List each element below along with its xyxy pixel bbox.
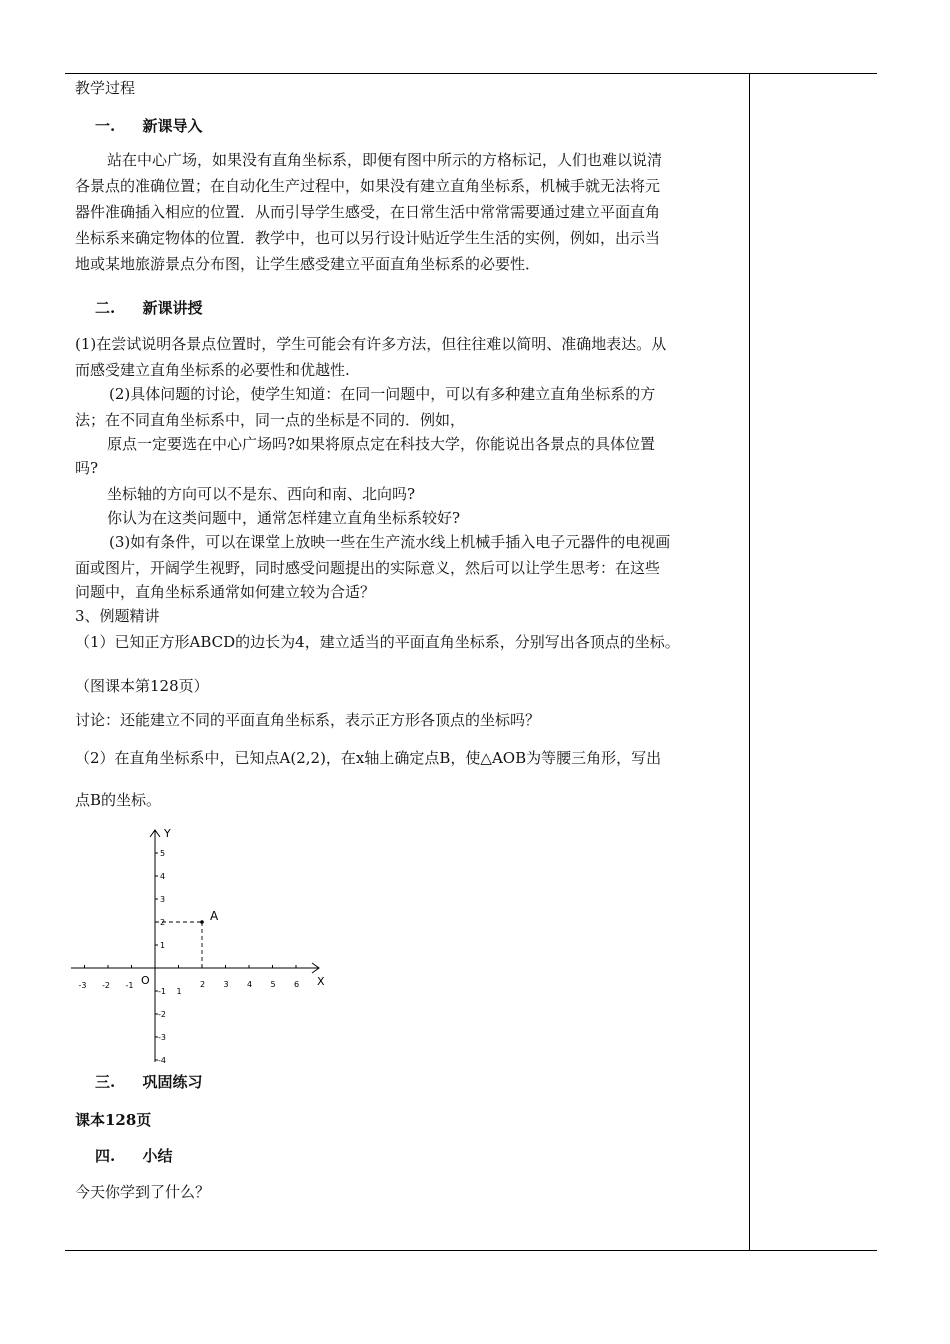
header-label: 教学过程 <box>75 79 136 97</box>
top-border <box>65 73 877 74</box>
intro-line-1: 站在中心广场，如果没有直角坐标系，即便有图中所示的方格标记，人们也难以说清 <box>107 151 663 169</box>
lesson-line-8: 你认为在这类问题中，通常怎样建立直角坐标系较好? <box>107 509 461 527</box>
lesson-line-1: (1)在尝试说明各景点位置时，学生可能会有许多方法，但往往难以简明、准确地表达。从 <box>75 335 667 353</box>
section-2-heading <box>95 298 202 318</box>
lesson-line-11: 问题中，直角坐标系通常如何建立较为合适？ <box>75 583 376 601</box>
lesson-line-9: (3)如有条件，可以在课堂上放映一些在生产流水线上机械手插入电子元器件的电视画 <box>109 533 671 551</box>
intro-line-2: 各景点的准确位置；在自动化生产过程中，如果没有建立直角坐标系，机械手就无法将元 <box>75 177 661 195</box>
section-5-number: 四. <box>95 1147 116 1165</box>
lesson-line-4: 法；在不同直角坐标系中，同一点的坐标是不同的．例如， <box>75 411 466 429</box>
y-tick-label: 3 <box>160 895 166 904</box>
lesson-line-6: 吗? <box>75 459 99 477</box>
point-a-label: A <box>210 909 219 923</box>
section-4-number: 三. <box>95 1073 116 1091</box>
lesson-line-3: (2)具体问题的讨论，使学生知道：在同一问题中，可以有多种建立直角坐标系的方 <box>109 385 656 403</box>
y-tick-label: 5 <box>160 849 166 858</box>
intro-line-4: 坐标系来确定物体的位置．教学中，也可以另行设计贴近学生生活的实例，例如，出示当 <box>75 229 661 247</box>
discussion: 讨论：还能建立不同的平面直角坐标系，表示正方形各顶点的坐标吗？ <box>75 711 541 729</box>
x-tick-label: 1 <box>176 987 182 996</box>
x-tick-label: -1 <box>125 981 134 990</box>
y-tick-label: -3 <box>158 1033 166 1042</box>
section-1-number: 一. <box>95 117 116 135</box>
x-tick-label: 4 <box>247 980 253 989</box>
lesson-line-10: 面或图片，开阔学生视野，同时感受问题提出的实际意义，然后可以让学生思考：在这些 <box>75 559 661 577</box>
section-5-title: 小结 <box>142 1147 173 1165</box>
origin-label: O <box>141 974 150 987</box>
x-tick-label: 5 <box>270 980 276 989</box>
x-tick-label: 2 <box>200 980 206 989</box>
example-2-line-2: 点B的坐标。 <box>75 791 162 809</box>
summary-question: 今天你学到了什么？ <box>75 1183 211 1201</box>
section-2-title: 新课讲授 <box>142 299 203 317</box>
y-tick-label: 4 <box>160 872 166 881</box>
section-1-title: 新课导入 <box>142 117 203 135</box>
x-tick-label: 3 <box>223 980 229 989</box>
bottom-border <box>65 1250 877 1251</box>
coordinate-graph <box>66 822 336 1067</box>
section-4-title: 巩固练习 <box>142 1073 203 1091</box>
practice-text: 课本128页 <box>75 1111 152 1129</box>
y-tick-label: -4 <box>158 1056 166 1065</box>
x-tick-label: -3 <box>78 981 87 990</box>
lesson-line-7: 坐标轴的方向可以不是东、西向和南、北向吗? <box>107 485 416 503</box>
example-1: （1）已知正方形ABCD的边长为4，建立适当的平面直角坐标系，分别写出各顶点的坐标。 <box>75 633 680 651</box>
axis-ticks <box>79 849 300 1065</box>
section-2-number: 二. <box>95 299 116 317</box>
section-1-heading <box>95 116 202 136</box>
y-tick-label: 2 <box>160 918 166 927</box>
y-axis-label: Y <box>164 827 171 840</box>
point-a <box>200 920 204 924</box>
lesson-line-5: 原点一定要选在中心广场吗?如果将原点定在科技大学，你能说出各景点的具体位置 <box>107 435 656 453</box>
x-tick-label: 6 <box>294 980 300 989</box>
column-divider <box>749 73 750 1251</box>
y-tick-label: 1 <box>160 941 166 950</box>
section-4-heading <box>95 1072 202 1092</box>
example-2-line-1: （2）在直角坐标系中，已知点A(2,2)，在x轴上确定点B，使△AOB为等腰三角形，写出 <box>75 749 662 767</box>
intro-line-5: 地或某地旅游景点分布图，让学生感受建立平面直角坐标系的必要性． <box>75 255 541 273</box>
intro-line-3: 器件准确插入相应的位置．从而引导学生感受，在日常生活中常常需要通过建立平面直角 <box>75 203 661 221</box>
y-tick-label: -1 <box>158 987 166 996</box>
x-axis-label: X <box>317 975 325 988</box>
example-1-reference: （图课本第128页） <box>75 677 209 695</box>
section-3-heading: 3、例题精讲 <box>75 607 160 625</box>
lesson-line-2: 而感受建立直角坐标系的必要性和优越性. <box>75 361 350 379</box>
section-5-heading <box>95 1146 172 1166</box>
y-tick-label: -2 <box>158 1010 166 1019</box>
x-tick-label: -2 <box>102 981 110 990</box>
